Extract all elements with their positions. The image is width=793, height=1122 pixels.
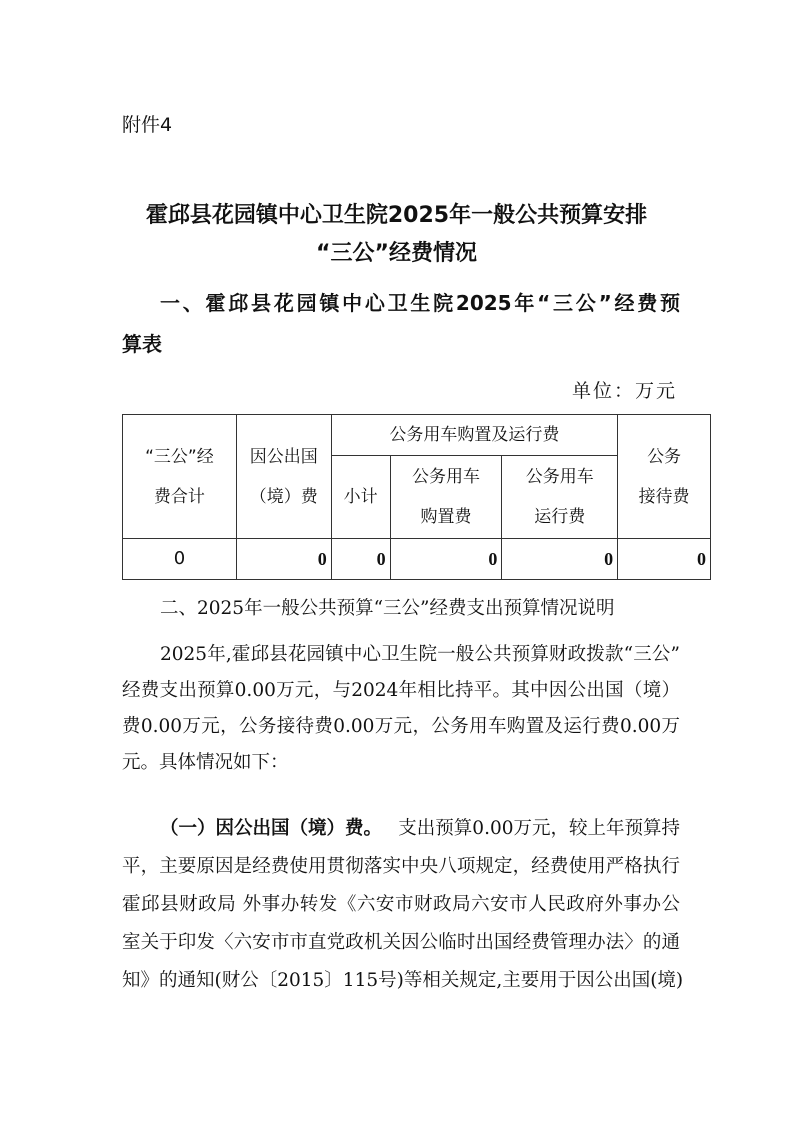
header-subtotal: 小计 — [331, 456, 390, 539]
header-vehicle-purchase — [390, 456, 502, 539]
header-text: 因公出国 — [249, 446, 318, 467]
paragraph1-line: 经费支出预算0.00万元，与2024年相比持平。其中因公出国（境） — [122, 680, 680, 701]
paragraph1-line: 费0.00万元，公务接待费0.00万元，公务用车购置及运行费0.00万 — [122, 716, 680, 737]
document-title-line1: 霍邱县花园镇中心卫生院2025年一般公共预算安排 — [145, 203, 648, 228]
header-text: 公务 — [647, 446, 682, 467]
document-title-line2: “三公”经费情况 — [316, 241, 477, 266]
paragraph2-text: 支出预算0.00万元，较上年预算持 — [398, 818, 680, 839]
header-text: 费合计 — [153, 486, 205, 507]
unit-label: 单位：万元 — [571, 380, 677, 402]
value-subtotal: 0 — [331, 539, 390, 580]
header-text: （境）费 — [249, 486, 318, 507]
paragraph2-line: 平，主要原因是经费使用贯彻落实中央八项规定，经费使用严格执行 — [122, 856, 680, 877]
value-abroad: 0 — [236, 539, 331, 580]
paragraph2-line: 霍邱县财政局 外事办转发《六安市财政局六安市人民政府外事办公 — [122, 894, 680, 915]
budget-table — [122, 414, 711, 580]
header-vehicle-group: 公务用车购置及运行费 — [331, 415, 617, 456]
section2-heading: 二、2025年一般公共预算“三公”经费支出预算情况说明 — [160, 598, 615, 619]
paragraph1-line: 元。具体情况如下： — [122, 752, 289, 773]
header-text: 公务用车 — [525, 467, 594, 487]
value-total: 0 — [123, 539, 237, 580]
header-vehicle-operation — [502, 456, 618, 539]
header-text: 接待费 — [638, 486, 690, 507]
value-vehicle-purchase: 0 — [390, 539, 502, 580]
value-reception: 0 — [618, 539, 711, 580]
attachment-label: 附件4 — [122, 114, 173, 136]
header-reception — [618, 415, 711, 539]
header-text: “三公”经 — [145, 446, 214, 467]
header-abroad — [236, 415, 331, 539]
header-text: 公务用车 — [412, 467, 480, 487]
paragraph1-line: 2025年,霍邱县花园镇中心卫生院一般公共预算财政拨款“三公” — [160, 644, 680, 665]
paragraph2-line: 知》的通知(财公〔2015〕115号)等相关规定,主要用于因公出国(境) — [122, 970, 684, 991]
section1-heading-line1: 一、霍邱县花园镇中心卫生院2025年“三公”经费预 — [160, 291, 680, 315]
subsection-heading: （一）因公出国（境）费。 — [160, 818, 383, 839]
header-total — [123, 415, 237, 539]
table-row — [123, 539, 711, 580]
value-vehicle-operation: 0 — [502, 539, 618, 580]
paragraph2-line1 — [160, 814, 680, 840]
header-text: 运行费 — [534, 507, 586, 527]
section1-heading-line2: 算表 — [122, 332, 162, 356]
paragraph2-line: 室关于印发〈六安市市直党政机关因公临时出国经费管理办法〉的通 — [122, 932, 680, 953]
header-text: 购置费 — [420, 507, 472, 527]
